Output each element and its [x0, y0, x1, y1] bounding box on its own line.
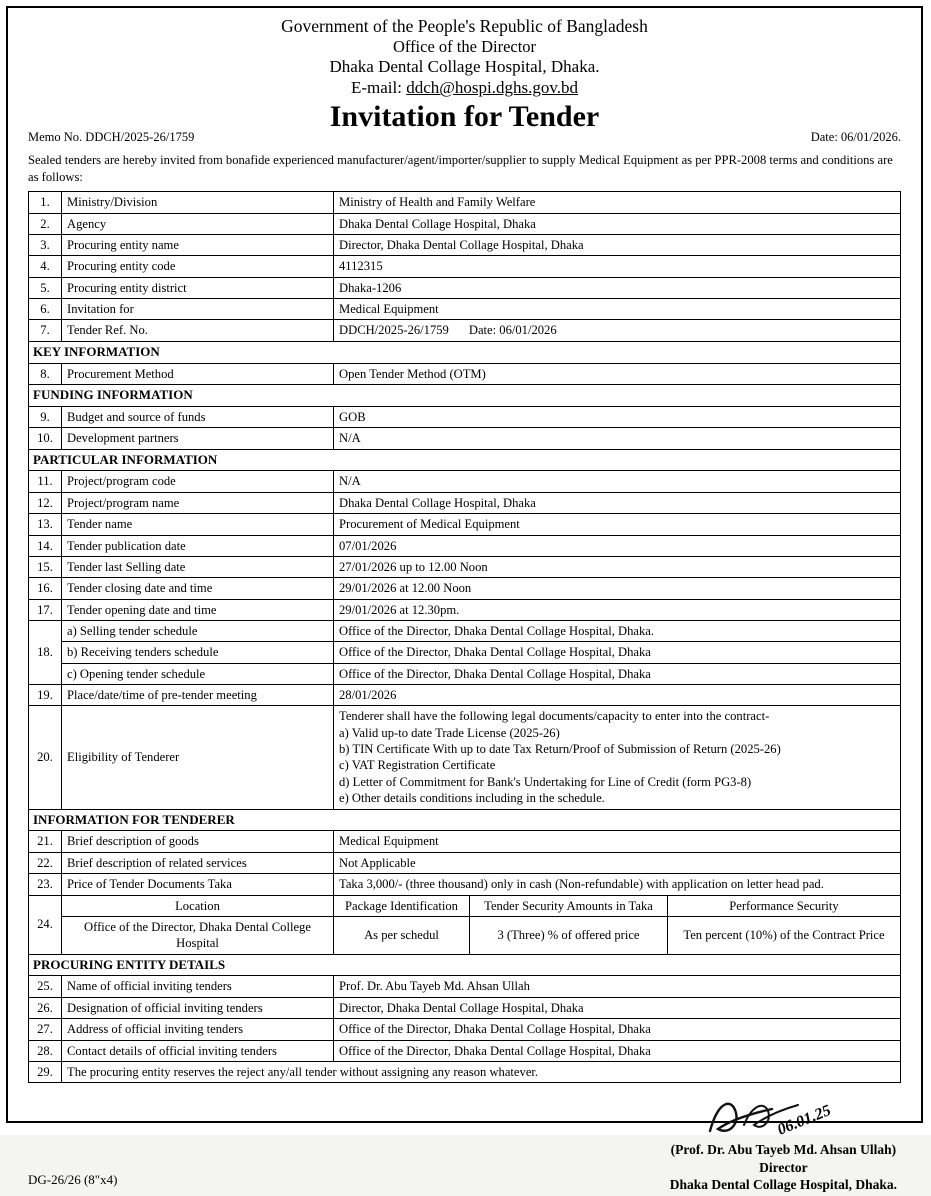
cell-package-identification: As per schedul — [334, 916, 470, 954]
print-code: DG-26/26 (8"x4) — [28, 1171, 118, 1187]
eligibility-line: c) VAT Registration Certificate — [339, 758, 496, 773]
eligibility-line: b) TIN Certificate With up to date Tax Return/Proof of Submission of Return (2025-26) — [339, 742, 781, 757]
table-row — [29, 706, 901, 809]
row-value: 29/01/2026 at 12.00 Noon — [334, 578, 901, 599]
intro-paragraph: Sealed tenders are hereby invited from bonafide experienced manufacturer/agent/importer/supplier to supply Medical Equipment as per PPR-2008 terms and conditions are as follows: — [28, 153, 893, 184]
row-label: Tender last Selling date — [62, 556, 334, 577]
row-label: Brief description of related services — [62, 852, 334, 873]
row-no: 11. — [29, 471, 62, 492]
col-header-location: Location — [62, 895, 334, 916]
row-value: Procurement of Medical Equipment — [334, 514, 901, 535]
row-label: Price of Tender Documents Taka — [62, 874, 334, 895]
row-label: Ministry/Division — [62, 192, 334, 213]
row-label: Eligibility of Tenderer — [62, 706, 334, 809]
table-row — [29, 852, 901, 873]
row-value: DDCH/2025-26/1759 Date: 06/01/2026 — [334, 320, 901, 341]
cell-tender-security: 3 (Three) % of offered price — [470, 916, 668, 954]
row-value: Medical Equipment — [334, 831, 901, 852]
tender-table — [28, 191, 901, 1083]
table-row — [29, 578, 901, 599]
row-value: Office of the Director, Dhaka Dental Collage Hospital, Dhaka — [334, 642, 901, 663]
table-row — [29, 663, 901, 684]
table-row — [29, 831, 901, 852]
table-row — [29, 685, 901, 706]
section-title-procuring-entity-details: PROCURING ENTITY DETAILS — [29, 954, 901, 976]
table-row — [29, 535, 901, 556]
table-row — [29, 492, 901, 513]
table-row — [29, 256, 901, 277]
row-no: 28. — [29, 1040, 62, 1061]
row-no: 17. — [29, 599, 62, 620]
memo-row — [28, 130, 901, 145]
row-value: GOB — [334, 406, 901, 427]
table-row — [29, 428, 901, 449]
row-value: Office of the Director, Dhaka Dental Collage Hospital, Dhaka — [334, 1040, 901, 1061]
row-value: N/A — [334, 471, 901, 492]
row-no: 22. — [29, 852, 62, 873]
section-row — [29, 341, 901, 363]
table-row — [29, 1019, 901, 1040]
issue-date: Date: 06/01/2026. — [810, 130, 901, 145]
signature-block — [670, 1089, 901, 1194]
row-no: 3. — [29, 234, 62, 255]
table-row — [29, 320, 901, 341]
section-title-particular-information: PARTICULAR INFORMATION — [29, 449, 901, 471]
signatory-org: Dhaka Dental Collage Hospital, Dhaka. — [669, 1177, 897, 1193]
signature-date: 06.01.25 — [775, 1102, 834, 1139]
row-value: 29/01/2026 at 12.30pm. — [334, 599, 901, 620]
row-no: 1. — [29, 192, 62, 213]
row-value: Taka 3,000/- (three thousand) only in cash (Non-refundable) with application on letter head pad. — [334, 874, 901, 895]
row-value: Office of the Director, Dhaka Dental Collage Hospital, Dhaka — [334, 1019, 901, 1040]
section-title-funding-information: FUNDING INFORMATION — [29, 384, 901, 406]
cell-location: Office of the Director, Dhaka Dental College Hospital — [62, 916, 334, 954]
row-no: 5. — [29, 277, 62, 298]
row-label: Procuring entity code — [62, 256, 334, 277]
table-row — [29, 514, 901, 535]
row-no: 16. — [29, 578, 62, 599]
table-row — [29, 471, 901, 492]
row-value: Prof. Dr. Abu Tayeb Md. Ahsan Ullah — [334, 976, 901, 997]
row-value: 27/01/2026 up to 12.00 Noon — [334, 556, 901, 577]
row-no: 9. — [29, 406, 62, 427]
row-no: 18. — [29, 620, 62, 684]
footer — [28, 1083, 901, 1196]
row-label: b) Receiving tenders schedule — [62, 642, 334, 663]
row-value: The procuring entity reserves the reject any/all tender without assigning any reason whatever. — [62, 1061, 901, 1082]
table-row — [29, 976, 901, 997]
page-title: Invitation for Tender — [329, 99, 600, 133]
col-header-tender-security: Tender Security Amounts in Taka — [470, 895, 668, 916]
row-no: 20. — [29, 706, 62, 809]
row-value: N/A — [334, 428, 901, 449]
row-no: 7. — [29, 320, 62, 341]
row-value: 07/01/2026 — [334, 535, 901, 556]
section-row — [29, 449, 901, 471]
row-label: Project/program code — [62, 471, 334, 492]
row-value: Dhaka Dental Collage Hospital, Dhaka — [334, 213, 901, 234]
memo-number: Memo No. DDCH/2025-26/1759 — [28, 130, 195, 145]
col-header-performance-security: Performance Security — [668, 895, 901, 916]
row-value: Open Tender Method (OTM) — [334, 363, 901, 384]
row-label: Place/date/time of pre-tender meeting — [62, 685, 334, 706]
row-label: a) Selling tender schedule — [62, 620, 334, 641]
table-row — [29, 1061, 901, 1082]
row-value: Director, Dhaka Dental Collage Hospital, Dhaka — [334, 234, 901, 255]
row-no: 2. — [29, 213, 62, 234]
row-no: 21. — [29, 831, 62, 852]
section-row — [29, 954, 901, 976]
document-page — [6, 6, 923, 1193]
table-row — [29, 916, 901, 954]
row-no: 13. — [29, 514, 62, 535]
row-label: Contact details of official inviting tenders — [62, 1040, 334, 1061]
col-header-package-identification: Package Identification — [334, 895, 470, 916]
row-label: Project/program name — [62, 492, 334, 513]
eligibility-line: Tenderer shall have the following legal documents/capacity to enter into the contract- — [339, 709, 770, 724]
section-row — [29, 384, 901, 406]
table-row — [29, 895, 901, 916]
table-row — [29, 874, 901, 895]
section-row — [29, 809, 901, 831]
table-row — [29, 192, 901, 213]
hospital-line: Dhaka Dental Collage Hospital, Dhaka. — [329, 57, 600, 77]
row-label: Tender opening date and time — [62, 599, 334, 620]
row-value: Not Applicable — [334, 852, 901, 873]
government-line: Government of the People's Republic of Bangladesh — [281, 16, 648, 36]
table-row — [29, 620, 901, 641]
row-label: Agency — [62, 213, 334, 234]
eligibility-line: a) Valid up-to date Trade License (2025-26) — [339, 725, 560, 740]
section-title-key-information: KEY INFORMATION — [29, 341, 901, 363]
email-link[interactable]: ddch@hospi.dghs.gov.bd — [406, 78, 579, 98]
row-label: Address of official inviting tenders — [62, 1019, 334, 1040]
row-label: Tender name — [62, 514, 334, 535]
row-label: Designation of official inviting tenders — [62, 997, 334, 1018]
letterhead — [28, 16, 901, 99]
row-no: 14. — [29, 535, 62, 556]
row-value — [334, 706, 901, 809]
cell-performance-security: Ten percent (10%) of the Contract Price — [668, 916, 901, 954]
row-label: Tender publication date — [62, 535, 334, 556]
row-no: 27. — [29, 1019, 62, 1040]
signatory-designation: Director — [759, 1159, 808, 1175]
email-line — [28, 78, 901, 99]
row-no: 24. — [29, 895, 62, 954]
row-value: 4112315 — [334, 256, 901, 277]
row-label: Tender Ref. No. — [62, 320, 334, 341]
section-title-information-for-tenderer: INFORMATION FOR TENDERER — [29, 809, 901, 831]
table-row — [29, 556, 901, 577]
row-label: Tender closing date and time — [62, 578, 334, 599]
row-label: Procuring entity name — [62, 234, 334, 255]
row-no: 26. — [29, 997, 62, 1018]
row-value: Dhaka Dental Collage Hospital, Dhaka — [334, 492, 901, 513]
row-label: Name of official inviting tenders — [62, 976, 334, 997]
row-value: Medical Equipment — [334, 298, 901, 319]
table-row — [29, 298, 901, 319]
row-label: Budget and source of funds — [62, 406, 334, 427]
table-row — [29, 997, 901, 1018]
row-no: 19. — [29, 685, 62, 706]
eligibility-line: e) Other details conditions including in the schedule. — [339, 791, 605, 806]
row-no: 29. — [29, 1061, 62, 1082]
row-value: 28/01/2026 — [334, 685, 901, 706]
row-label: Procuring entity district — [62, 277, 334, 298]
row-no: 12. — [29, 492, 62, 513]
row-value: Office of the Director, Dhaka Dental Collage Hospital, Dhaka — [334, 663, 901, 684]
table-row — [29, 642, 901, 663]
office-line: Office of the Director — [392, 37, 537, 57]
eligibility-line: d) Letter of Commitment for Bank's Undertaking for Line of Credit (form PG3-8) — [339, 774, 752, 789]
row-no: 10. — [29, 428, 62, 449]
table-row — [29, 1040, 901, 1061]
row-value: Director, Dhaka Dental Collage Hospital, Dhaka — [334, 997, 901, 1018]
row-no: 25. — [29, 976, 62, 997]
signature-scribble-icon — [688, 1089, 878, 1145]
table-row — [29, 213, 901, 234]
row-label: Development partners — [62, 428, 334, 449]
row-value: Dhaka-1206 — [334, 277, 901, 298]
table-row — [29, 363, 901, 384]
row-no: 23. — [29, 874, 62, 895]
email-label: E-mail: — [350, 78, 407, 98]
table-row — [29, 234, 901, 255]
table-row — [29, 599, 901, 620]
row-label: Invitation for — [62, 298, 334, 319]
table-row — [29, 406, 901, 427]
table-row — [29, 277, 901, 298]
row-value: Office of the Director, Dhaka Dental Collage Hospital, Dhaka. — [334, 620, 901, 641]
row-label: c) Opening tender schedule — [62, 663, 334, 684]
row-no: 8. — [29, 363, 62, 384]
row-label: Brief description of goods — [62, 831, 334, 852]
row-no: 15. — [29, 556, 62, 577]
row-label: Procurement Method — [62, 363, 334, 384]
row-no: 4. — [29, 256, 62, 277]
signatory-name: (Prof. Dr. Abu Tayeb Md. Ahsan Ullah) — [670, 1142, 897, 1158]
row-no: 6. — [29, 298, 62, 319]
row-value: Ministry of Health and Family Welfare — [334, 192, 901, 213]
